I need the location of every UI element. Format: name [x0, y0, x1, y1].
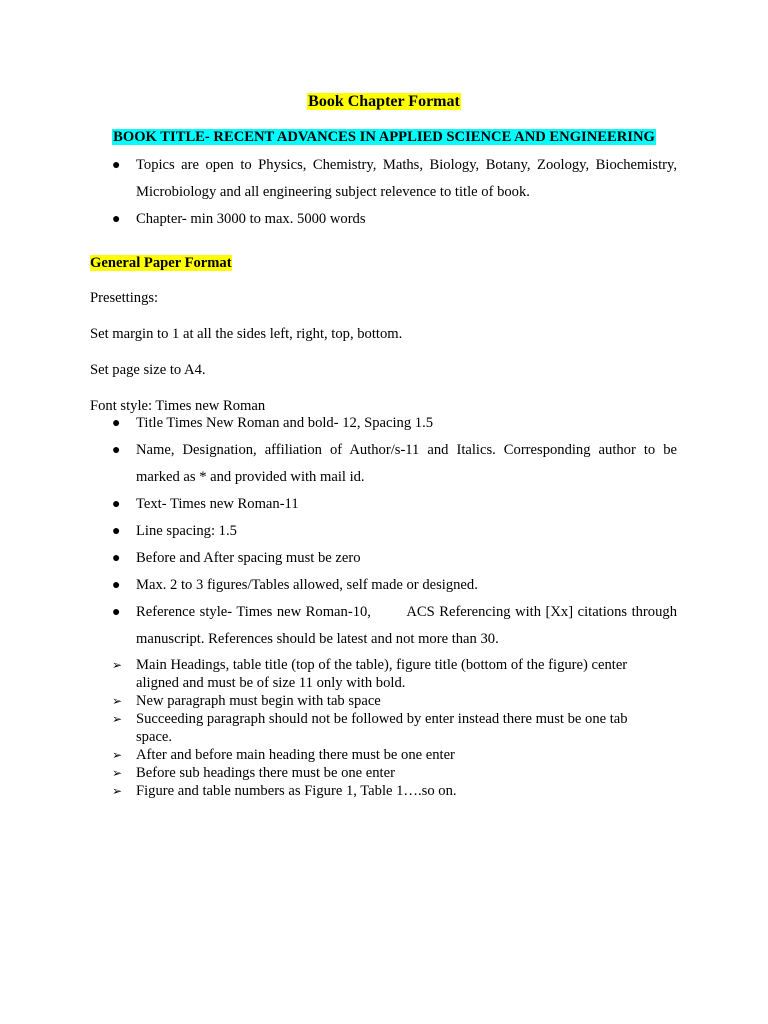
arrow-bullet-icon: ➢: [112, 748, 123, 762]
book-title-text: BOOK TITLE- RECENT ADVANCES IN APPLIED SCIENCE AND ENGINEERING: [113, 129, 655, 145]
page-size-text: Set page size to A4.: [90, 362, 206, 378]
list-item-text: Main Headings, table title (top of the table), figure title (bottom of the figure) center aligned and must be of size 11 only with bold.: [136, 657, 628, 691]
list-item-text: Figure and table numbers as Figure 1, Table 1….so on.: [136, 783, 457, 799]
list-item-text: Name, Designation, affiliation of Author/s-11 and Italics. Corresponding author to be marked as * and provided with mail id.: [136, 442, 677, 485]
arrow-bullet-icon: ➢: [112, 712, 123, 726]
list-item: [0, 152, 677, 206]
intro-bullet-list: [0, 152, 768, 233]
list-item-text: Text- Times new Roman-11: [136, 496, 299, 512]
list-item-text: New paragraph must begin with tab space: [136, 693, 381, 709]
list-item-text: Topics are open to Physics, Chemistry, Maths, Biology, Botany, Zoology, Biochemistry, Microbiology and all engineering subject relevence to title of book.: [136, 157, 677, 200]
list-item: [0, 518, 677, 545]
section-heading-text: General Paper Format: [90, 255, 232, 271]
list-item: [0, 491, 677, 518]
arrow-bullet-icon: ➢: [112, 658, 123, 672]
list-item: [0, 692, 656, 710]
list-item-text: Line spacing: 1.5: [136, 523, 237, 539]
list-item: [0, 599, 681, 653]
arrow-bullet-icon: ➢: [112, 766, 123, 780]
list-item: [0, 764, 656, 782]
list-item-text: Max. 2 to 3 figures/Tables allowed, self made or designed.: [136, 577, 478, 593]
margin-text: Set margin to 1 at all the sides left, right, top, bottom.: [90, 326, 403, 342]
document-title-text: Book Chapter Format: [308, 93, 460, 110]
presettings-label: Presettings:: [90, 290, 159, 306]
bullet-icon: ●: [112, 212, 121, 227]
list-item: [0, 746, 656, 764]
list-item: [0, 206, 677, 233]
list-item: [0, 572, 677, 599]
bullet-icon: ●: [112, 524, 121, 539]
list-item: [0, 782, 656, 800]
list-item-text: After and before main heading there must be one enter: [136, 747, 455, 763]
arrow-bullet-list: [0, 656, 768, 800]
section-heading: [90, 255, 232, 272]
format-bullet-list: [0, 410, 768, 653]
bullet-icon: ●: [112, 578, 121, 593]
bullet-icon: ●: [112, 416, 121, 431]
arrow-bullet-icon: ➢: [112, 694, 123, 708]
bullet-icon: ●: [112, 158, 121, 173]
bullet-icon: ●: [112, 443, 121, 458]
list-item-text: Before sub headings there must be one enter: [136, 765, 395, 781]
list-item-text: Before and After spacing must be zero: [136, 550, 361, 566]
list-item: [0, 437, 677, 491]
list-item-text: Reference style- Times new Roman-10, ACS Referencing with [Xx] citations through manuscript. References should be latest and not more than 30.: [136, 604, 681, 647]
arrow-bullet-icon: ➢: [112, 784, 123, 798]
bullet-icon: ●: [112, 497, 121, 512]
document-title: [0, 93, 768, 111]
list-item: [0, 545, 677, 572]
list-item: [0, 410, 677, 437]
book-title: [0, 129, 768, 146]
list-item-text: Title Times New Roman and bold- 12, Spacing 1.5: [136, 415, 434, 431]
bullet-icon: ●: [112, 605, 121, 620]
list-item: [0, 710, 656, 746]
list-item-text: Chapter- min 3000 to max. 5000 words: [136, 211, 366, 227]
list-item-text: Succeeding paragraph should not be followed by enter instead there must be one tab space.: [136, 711, 628, 745]
font-style-text: Font style: Times new Roman: [90, 398, 266, 414]
list-item: [0, 656, 656, 692]
bullet-icon: ●: [112, 551, 121, 566]
